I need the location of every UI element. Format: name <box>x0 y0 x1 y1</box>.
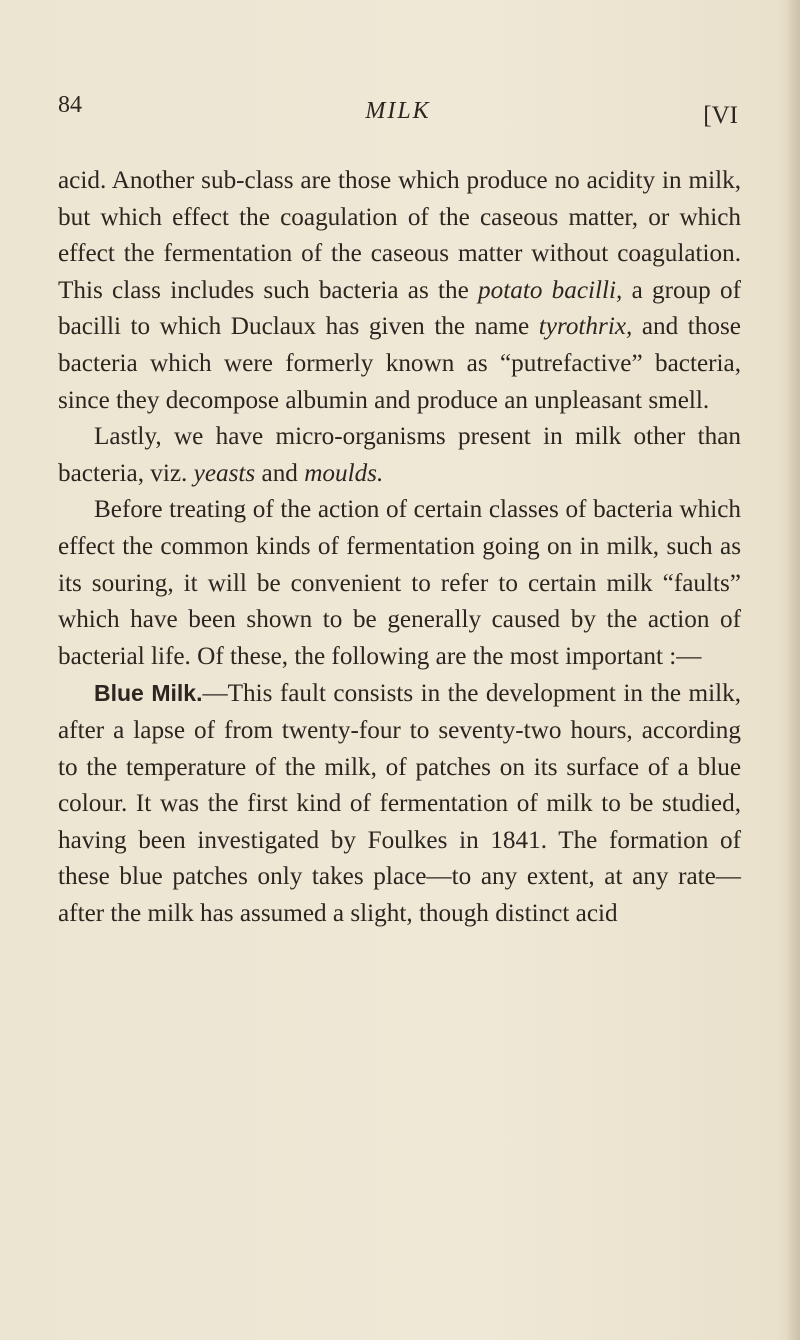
paragraph-1-text-3: and those bacteria which were formerly known as “putrefactive” bacteria, since they decompose albumin and produce an unpleasant smell. <box>58 313 741 414</box>
page-header <box>58 92 738 132</box>
body-text <box>58 163 741 932</box>
paragraph-3-text-1: Before treating of the action of certain classes of bacteria which effect the common kinds of fermentation going on in milk, such as its souring, it will be convenient to refer to certain milk “faults” which have been shown to be generally caused by the action of bacterial life. Of these, the following are the most important :— <box>58 496 741 670</box>
paragraph-4-text-1: —This fault consists in the development in the milk, after a lapse of from twenty-four to seventy-two hours, according to the temperature of the milk, of patches on its surface of a blue colour. It was the first kind of fermentation of milk to be studied, having been investigated by Foulkes in 1841. The formation of these blue patches only takes place—to any extent, at any rate—after the milk has assumed a slight, though distinct acid <box>58 680 741 927</box>
chapter-marker: [VI <box>703 102 738 129</box>
paragraph-3 <box>58 492 741 675</box>
paragraph-1 <box>58 163 741 419</box>
page-number: 84 <box>58 92 82 118</box>
paragraph-1-text-1: acid. Another sub-class are those which produce no acidity in milk, but which effect the coagulation of the caseous matter, or which effect the fermentation of the caseous matter without coagulation. This class includes such bacteria as the <box>58 167 741 304</box>
paragraph-4 <box>58 675 741 932</box>
page-edge-shadow <box>786 0 800 1340</box>
paragraph-2-italic-2: moulds. <box>304 459 384 487</box>
paragraph-1-italic-1: potato bacilli, <box>478 276 623 304</box>
paragraph-1-text-2: a group of bacilli to which Duclaux has given the name <box>58 276 741 341</box>
section-heading-blue-milk: Blue Milk. <box>94 680 203 707</box>
paragraph-2-text-2: and <box>255 459 305 487</box>
paragraph-1-italic-2: tyrothrix, <box>538 313 633 341</box>
paragraph-2 <box>58 419 741 492</box>
paragraph-2-text-1: Lastly, we have micro-organisms present in milk other than bacteria, viz. <box>58 423 741 487</box>
paragraph-2-italic-1: yeasts <box>193 459 256 487</box>
running-title: MILK <box>365 98 431 124</box>
